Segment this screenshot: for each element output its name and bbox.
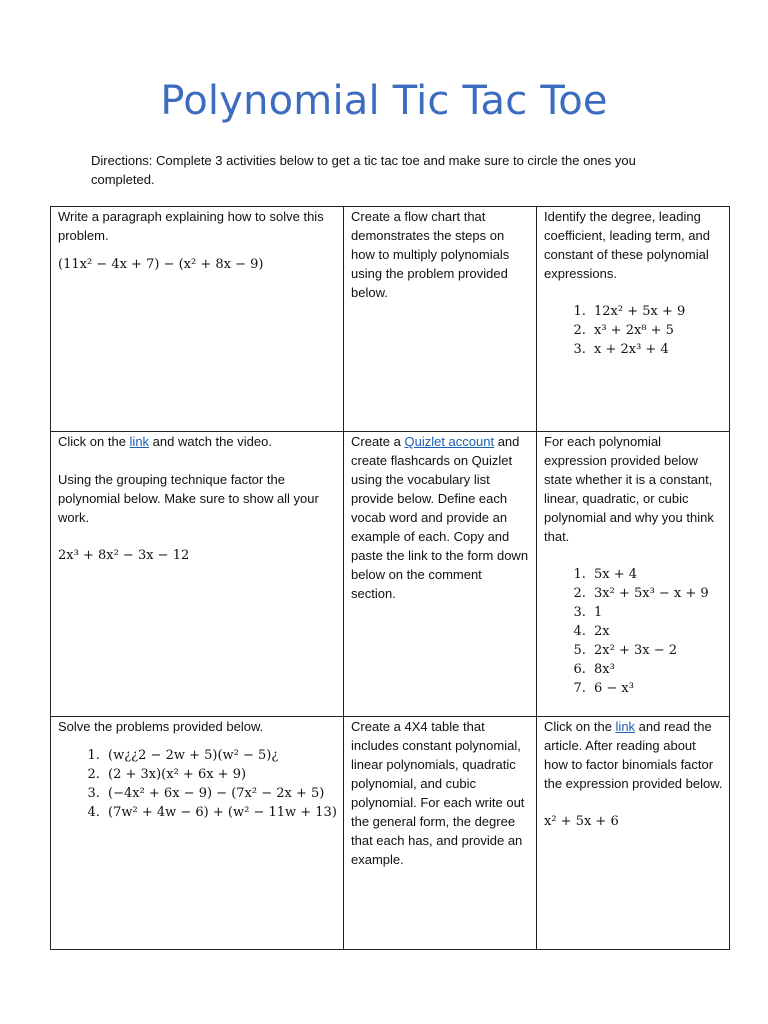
activity-cell-r2c3[interactable] xyxy=(537,432,730,717)
list-item: 1. 5x + 4 xyxy=(590,565,723,584)
grid-row xyxy=(51,432,730,717)
cell-instruction: Create a 4X4 table that includes constant polynomial, linear polynomials, quadratic polynomial, and cubic polynomial. For each write out the general form, the degree that each has, and provide an example. xyxy=(351,719,525,867)
page-title: Polynomial Tic Tac Toe xyxy=(160,78,608,124)
cell-text: Click on the xyxy=(58,434,130,449)
list-item: 1. 12x² + 5x + 9 xyxy=(590,302,723,321)
cell-instruction: For each polynomial expression provided below state whether it is a constant, linear, quadratic, or cubic polynomial and why you think that. xyxy=(544,434,714,544)
activity-cell-r3c2[interactable] xyxy=(344,717,537,950)
cell-text: Create a xyxy=(351,434,405,449)
video-link[interactable]: link xyxy=(129,434,150,449)
cell-text: and watch the video. xyxy=(149,434,272,449)
grid-row xyxy=(51,207,730,432)
activity-cell-r2c1[interactable] xyxy=(51,432,344,717)
activity-cell-r3c3[interactable] xyxy=(537,717,730,950)
cell-instruction: Solve the problems provided below. xyxy=(58,719,264,734)
list-item: 1. (w¿¿2 − 2w + 5)(w² − 5)¿ xyxy=(104,746,337,765)
cell-expression: (11x² − 4x + 7) − (x² + 8x − 9) xyxy=(58,257,264,272)
expression-list xyxy=(58,746,337,822)
cell-instruction xyxy=(58,432,337,451)
list-item: 7. 6 − x³ xyxy=(590,679,723,698)
activity-cell-r1c3[interactable] xyxy=(537,207,730,432)
cell-instruction xyxy=(544,717,723,793)
list-item: 2. 3x² + 5x³ − x + 9 xyxy=(590,584,723,603)
list-item: 5. 2x² + 3x − 2 xyxy=(590,641,723,660)
cell-text: and create flashcards on Quizlet using the vocabulary list provide below. Define each vocab word and provide an example of each. Copy and paste the link to the form down below on the comment section. xyxy=(351,434,529,601)
list-item: 2. x³ + 2x⁸ + 5 xyxy=(590,321,723,340)
tic-tac-toe-grid xyxy=(50,206,730,950)
grid-row xyxy=(51,717,730,950)
list-item: 3. 1 xyxy=(590,603,723,622)
cell-instruction: Using the grouping technique factor the polynomial below. Make sure to show all your work. xyxy=(58,472,319,525)
activity-cell-r3c1[interactable] xyxy=(51,717,344,950)
expression-list xyxy=(544,565,723,698)
list-item: 3. x + 2x³ + 4 xyxy=(590,340,723,359)
cell-expression: 2x³ + 8x² − 3x − 12 xyxy=(58,548,190,563)
activity-cell-r1c1[interactable] xyxy=(51,207,344,432)
cell-instruction: Identify the degree, leading coefficient, leading term, and constant of these polynomial expressions. xyxy=(544,209,710,281)
list-item: 6. 8x³ xyxy=(590,660,723,679)
directions-text: Directions: Complete 3 activities below to get a tic tac toe and make sure to circle the ones you completed. xyxy=(91,153,636,187)
cell-instruction xyxy=(351,432,530,603)
list-item: 3. (−4x² + 6x − 9) − (7x² − 2x + 5) xyxy=(104,784,337,803)
cell-expression: x² + 5x + 6 xyxy=(544,814,619,829)
cell-text: and read the article. After reading about how to factor binomials factor the expression provided below. xyxy=(544,719,723,791)
expression-list xyxy=(544,302,723,359)
activity-cell-r1c2[interactable] xyxy=(344,207,537,432)
quizlet-account-link[interactable]: Quizlet account xyxy=(404,434,495,449)
activity-cell-r2c2[interactable] xyxy=(344,432,537,717)
article-link[interactable]: link xyxy=(615,719,636,734)
cell-text: Click on the xyxy=(544,719,616,734)
list-item: 4. (7w² + 4w − 6) + (w² − 11w + 13) xyxy=(104,803,337,822)
list-item: 4. 2x xyxy=(590,622,723,641)
cell-instruction: Write a paragraph explaining how to solve this problem. xyxy=(58,209,324,243)
cell-instruction: Create a flow chart that demonstrates the steps on how to multiply polynomials using the problem provided below. xyxy=(351,209,510,300)
list-item: 2. (2 + 3x)(x² + 6x + 9) xyxy=(104,765,337,784)
